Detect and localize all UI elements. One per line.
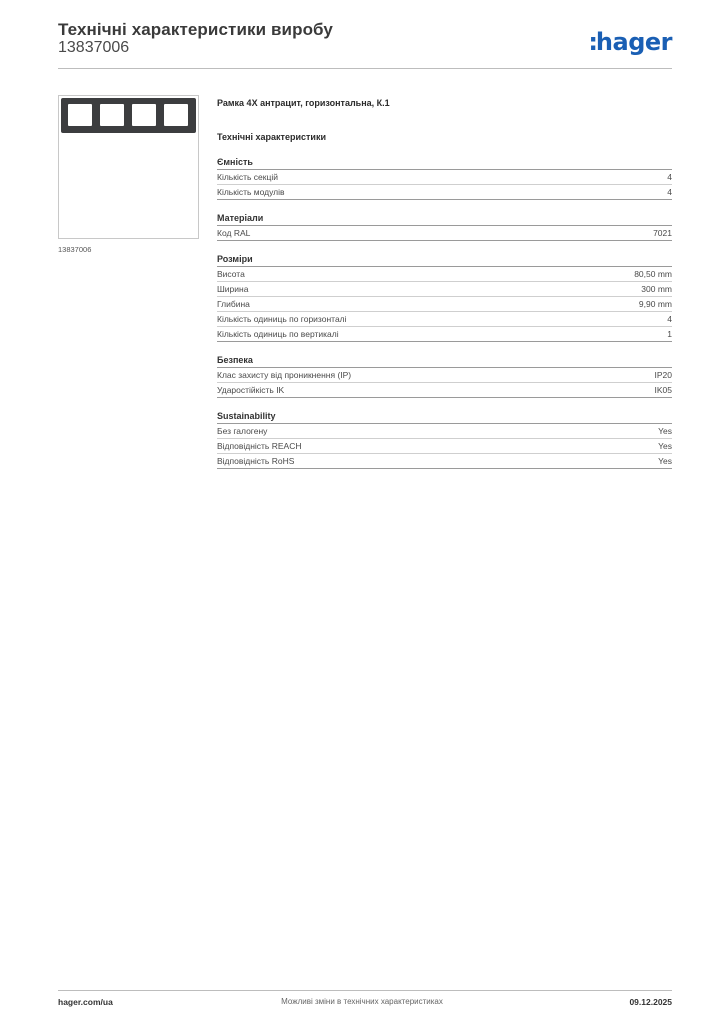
section-title: Матеріали <box>217 212 672 226</box>
spec-row <box>217 267 672 282</box>
spec-row <box>217 383 672 398</box>
spec-row <box>217 368 672 383</box>
footer-divider <box>58 990 672 991</box>
spec-content <box>217 96 672 469</box>
spec-value: 7021 <box>653 228 672 238</box>
section-safety <box>217 354 672 398</box>
section-title: Безпека <box>217 354 672 368</box>
spec-label: Кількість одиниць по вертикалі <box>217 329 339 339</box>
spec-row <box>217 439 672 454</box>
section-title: Sustainability <box>217 410 672 424</box>
spec-value: Yes <box>658 441 672 451</box>
spec-row <box>217 327 672 342</box>
spec-label: Висота <box>217 269 245 279</box>
frame-opening <box>100 104 124 126</box>
frame-opening <box>68 104 92 126</box>
spec-row <box>217 454 672 469</box>
spec-value: 4 <box>667 187 672 197</box>
spec-row <box>217 424 672 439</box>
section-materials <box>217 212 672 241</box>
logo-text: hager <box>595 28 672 56</box>
page-title: Технічні характеристики виробу <box>58 20 333 39</box>
spec-value: Yes <box>658 426 672 436</box>
spec-label: Ударостійкість IK <box>217 385 285 395</box>
footer-date: 09.12.2025 <box>629 997 672 1007</box>
spec-label: Глибина <box>217 299 250 309</box>
hager-logo: :hager <box>588 28 672 56</box>
spec-row <box>217 312 672 327</box>
spec-label: Код RAL <box>217 228 251 238</box>
spec-value: 300 mm <box>641 284 672 294</box>
section-capacity <box>217 156 672 200</box>
spec-row <box>217 170 672 185</box>
spec-label: Відповідність REACH <box>217 441 302 451</box>
section-sustainability <box>217 410 672 469</box>
spec-label: Кількість одиниць по горизонталі <box>217 314 347 324</box>
section-title: Розміри <box>217 253 672 267</box>
spec-label: Ширина <box>217 284 249 294</box>
footer-note: Можливі зміни в технічних характеристиках <box>281 997 443 1006</box>
spec-row <box>217 282 672 297</box>
image-caption: 13837006 <box>58 245 92 254</box>
spec-value: 9,90 mm <box>638 299 672 309</box>
spec-row <box>217 185 672 200</box>
spec-row <box>217 226 672 241</box>
frame-illustration <box>61 98 196 133</box>
spec-value: Yes <box>658 456 672 466</box>
spec-label: Відповідність RoHS <box>217 456 295 466</box>
spec-row <box>217 297 672 312</box>
header-divider <box>58 68 672 69</box>
specs-heading: Технічні характеристики <box>217 132 326 142</box>
spec-value: IK05 <box>654 385 672 395</box>
product-description: Рамка 4Х антрацит, горизонтальна, К.1 <box>217 98 390 108</box>
section-title: Ємність <box>217 156 672 170</box>
product-code: 13837006 <box>58 39 130 56</box>
spec-label: Без галогену <box>217 426 268 436</box>
spec-label: Кількість секцій <box>217 172 278 182</box>
frame-opening <box>164 104 188 126</box>
section-dimensions <box>217 253 672 342</box>
spec-label: Клас захисту від проникнення (IP) <box>217 370 352 380</box>
spec-value: 80,50 mm <box>634 269 672 279</box>
frame-opening <box>132 104 156 126</box>
spec-value: 4 <box>667 172 672 182</box>
spec-value: IP20 <box>654 370 672 380</box>
spec-value: 1 <box>667 329 672 339</box>
footer-website-link[interactable]: hager.com/ua <box>58 997 113 1007</box>
product-image <box>58 95 199 239</box>
spec-value: 4 <box>667 314 672 324</box>
spec-label: Кількість модулів <box>217 187 285 197</box>
